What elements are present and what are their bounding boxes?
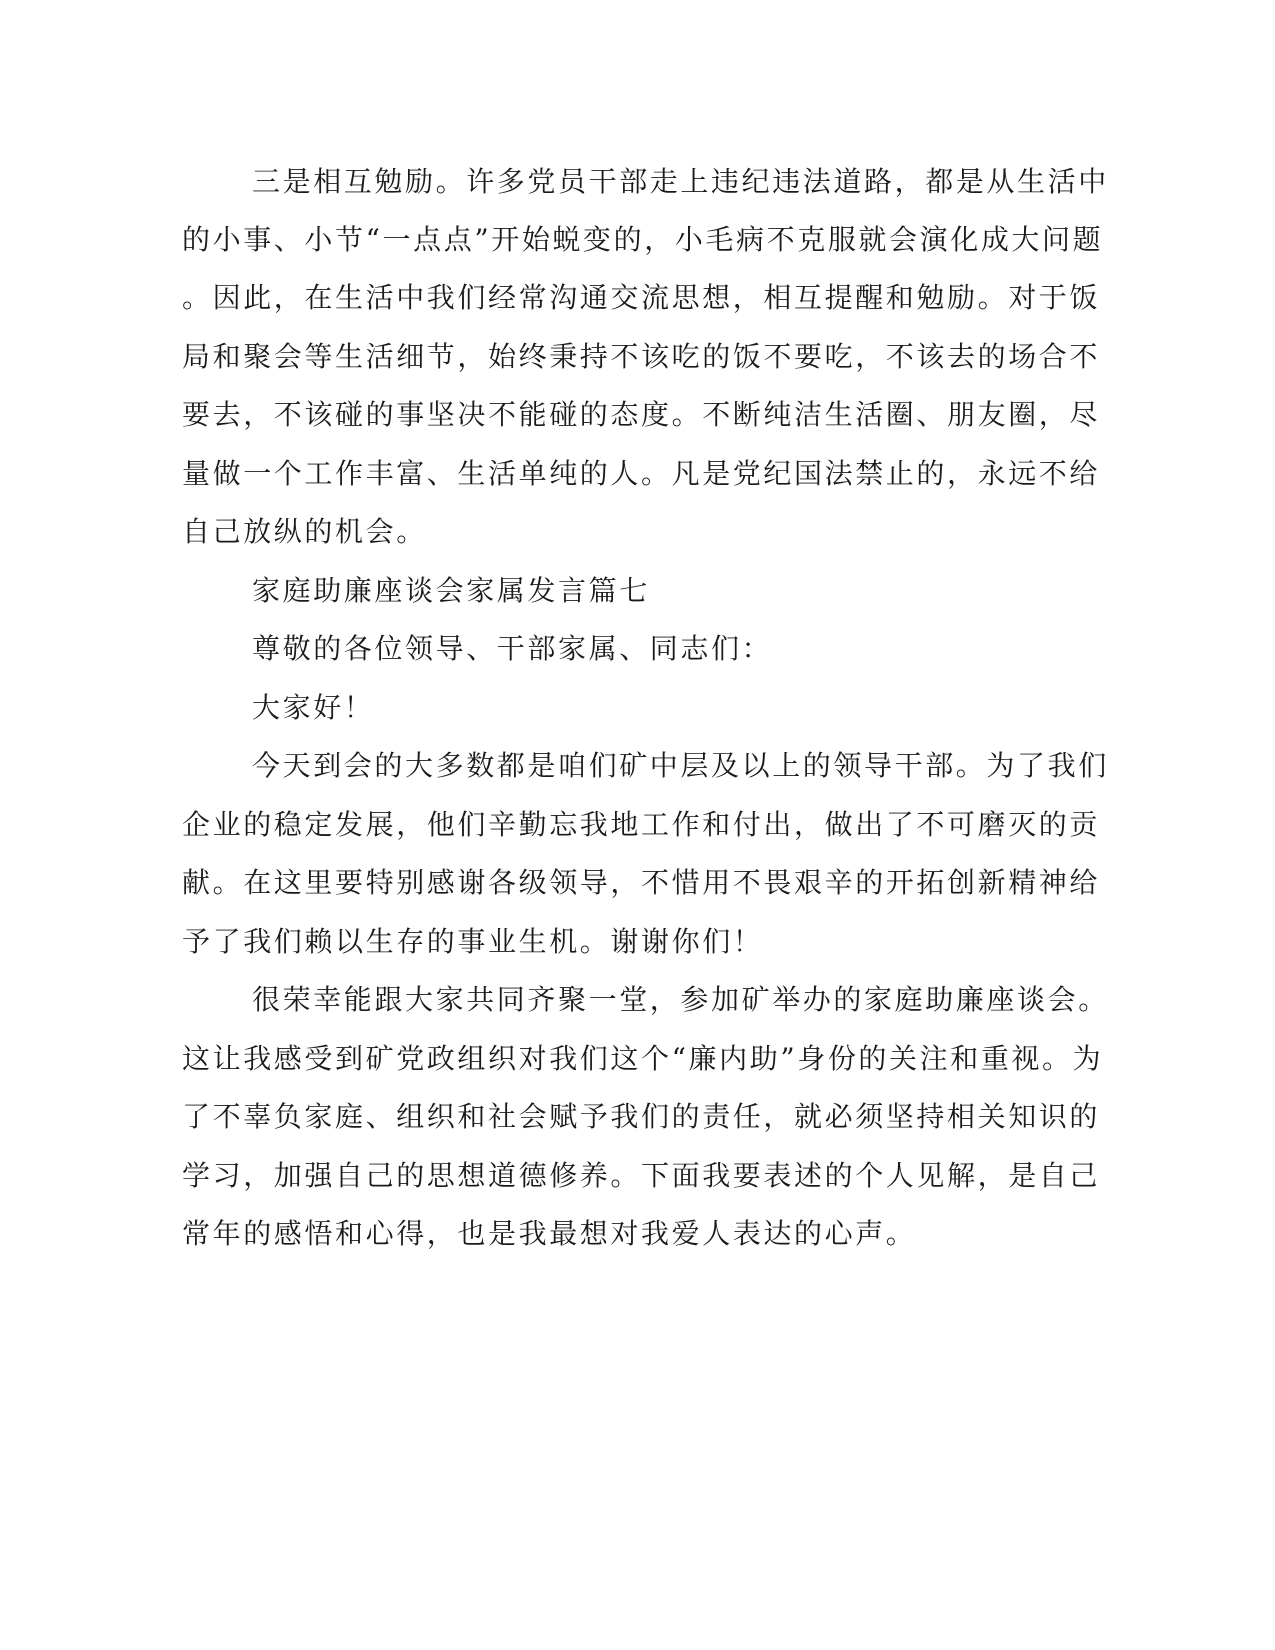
paragraph-line: 三是相互勉励。许多党员干部走上违纪违法道路，都是从生活中 (252, 165, 1109, 198)
paragraph-line: 学习，加强自己的思想道德修养。下面我要表述的个人见解，是自己 (182, 1159, 1101, 1192)
paragraph-line: 很荣幸能跟大家共同齐聚一堂，参加矿举办的家庭助廉座谈会。 (252, 983, 1109, 1016)
paragraph-line: 常年的感悟和心得，也是我最想对我爱人表达的心声。 (182, 1217, 917, 1250)
paragraph-line: 。因此，在生活中我们经常沟通交流思想，相互提醒和勉励。对于饭 (182, 281, 1101, 314)
paragraph-line: 的小事、小节“一点点”开始蜕变的，小毛病不克服就会演化成大问题 (182, 223, 1104, 256)
paragraph-line: 要去，不该碰的事坚决不能碰的态度。不断纯洁生活圈、朋友圈，尽 (182, 398, 1101, 431)
paragraph-line: 献。在这里要特别感谢各级领导，不惜用不畏艰辛的开拓创新精神给 (182, 866, 1101, 899)
paragraph-line: 自己放纵的机会。 (182, 515, 427, 548)
paragraph-line: 企业的稳定发展，他们辛勤忘我地工作和付出，做出了不可磨灭的贡 (182, 808, 1101, 841)
paragraph-line: 予了我们赖以生存的事业生机。谢谢你们！ (182, 925, 764, 958)
paragraph-line: 这让我感受到矿党政组织对我们这个“廉内助”身份的关注和重视。为 (182, 1042, 1104, 1075)
paragraph-line: 今天到会的大多数都是咱们矿中层及以上的领导干部。为了我们 (252, 749, 1109, 782)
paragraph-line: 量做一个工作丰富、生活单纯的人。凡是党纪国法禁止的，永远不给 (182, 457, 1101, 490)
section-title: 家庭助廉座谈会家属发言篇七 (252, 574, 650, 607)
paragraph-line: 了不辜负家庭、组织和社会赋予我们的责任，就必须坚持相关知识的 (182, 1100, 1101, 1133)
paragraph-line: 局和聚会等生活细节，始终秉持不该吃的饭不要吃，不该去的场合不 (182, 340, 1101, 373)
salutation: 尊敬的各位领导、干部家属、同志们： (252, 632, 773, 665)
greeting: 大家好！ (252, 691, 375, 724)
